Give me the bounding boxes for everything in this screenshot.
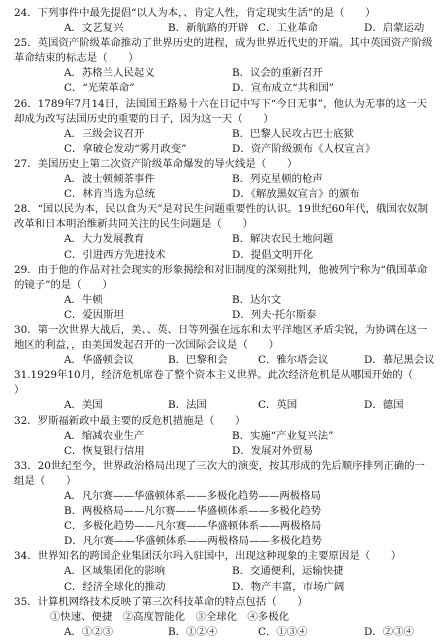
answer-option: D．②③④ [364, 625, 414, 638]
answer-option: B．议会的重新召开 [232, 67, 323, 80]
answer-option: B．①②④ [168, 625, 218, 638]
question-block [14, 157, 435, 202]
option-row [64, 353, 435, 368]
answer-option: B．列克星顿的枪声 [232, 173, 323, 186]
question-block [14, 549, 435, 594]
answer-option: C．引进西方先进技术 [64, 248, 166, 261]
answer-option: D．列夫·托尔斯泰 [232, 308, 317, 321]
question-stem: 31.1929年10月，经济危机席卷了整个资本主义世界。此次经济危机是从哪国开始的（ ） [14, 369, 434, 397]
answer-option: A．三级会议召开 [64, 127, 145, 140]
question-stem: 32．罗斯福新政中最主要的反危机措施是（ ） [14, 414, 246, 427]
option-row [64, 293, 435, 323]
answer-option: A．凡尔赛——华盛顿体系——多极化趋势——两极格局 [64, 490, 321, 502]
option-row [64, 127, 435, 157]
question-block [14, 323, 435, 368]
option-row [64, 398, 435, 413]
answer-option: A．缩减农业生产 [64, 429, 145, 442]
answer-option: A．文艺复兴 [64, 22, 124, 35]
answer-option: B．解决农民土地问题 [232, 233, 334, 246]
question-block [14, 97, 435, 157]
question-stem: 26．1789年7月14日，法国国王路易十六在日记中写下“今日无事”，他认为无事的这一天却成为改写法国历史的重要的日子，因为这一天（ ） [14, 97, 428, 125]
answer-option: A．波士顿倾茶事件 [64, 173, 155, 186]
question-block [14, 368, 435, 413]
answer-option: B．交通便利，运输快捷 [232, 565, 344, 578]
answer-option: D．资产阶级颁布《人权宣言》 [232, 142, 376, 155]
answer-option: D．凡尔赛——华盛顿体系——两极格局——多极化趋势 [64, 535, 322, 548]
answer-option: A．华盛顿会议 [64, 354, 134, 367]
answer-option: B．达尔文 [232, 293, 282, 306]
answer-option: D．德国 [364, 399, 404, 412]
answer-option: D．物产丰富，市场广阔 [232, 580, 345, 593]
question-stem: 35．计算机网络技术反映了第三次科技革命的特点包括（ ） [14, 595, 308, 608]
answer-option: B．新航路的开辟 [168, 22, 249, 35]
answer-option: B．巴黎人民攻占巴士底狱 [232, 127, 354, 140]
question-block [14, 6, 435, 36]
answer-option: C．多极化趋势——凡尔赛——华盛顿体系——两极格局 [64, 520, 322, 533]
answer-option: B．法国 [168, 399, 207, 412]
answer-option: C．爱因斯坦 [64, 308, 124, 321]
answer-option: D．启蒙运动 [364, 22, 425, 35]
answer-option: D．宣布成立“共和国” [232, 82, 335, 95]
question-stem: 28．“国以民为本，民以食为天”是对民生问题重要性的认识。19世纪60年代，俄国农奴制改革和日本明治维新共同关注的民生问题是（ ） [14, 203, 428, 231]
answer-option: A．大力发展教育 [64, 233, 145, 246]
question-block [14, 459, 435, 550]
question-block [14, 202, 435, 262]
option-row [64, 625, 435, 640]
answer-option: A．牛顿 [64, 293, 103, 306]
question-stem: 34．世界知名的跨国企业集团沃尔玛入驻国中，出现这种现象的主要原因是（ ） [14, 550, 402, 563]
option-row [64, 429, 435, 459]
option-row [64, 66, 435, 96]
answer-option: C．①③④ [258, 625, 308, 638]
answer-option: C．工业革命 [258, 22, 318, 35]
question-block [14, 595, 435, 640]
question-stem: 24．下列事件中最先提倡“以人为本，、肯定人性，肯定现实生活”的是（ ） [14, 7, 376, 19]
answer-option: C．恢复银行信用 [64, 444, 145, 457]
answer-option: B．巴黎和会 [168, 354, 228, 367]
answer-option: D．提倡文明开化 [232, 248, 314, 261]
answer-option: A．苏格兰人民起义 [64, 67, 155, 80]
question-block [14, 36, 435, 96]
answer-option: C．拿破仑发动“雾月政变” [64, 142, 187, 155]
question-block [14, 263, 435, 323]
answer-option: C．林肯当选为总统 [64, 188, 156, 201]
answer-option: A．区域集团化的影响 [64, 565, 166, 578]
question-stem: 33．20世纪至今，世界政治格局出现了三次大的演变，按其形成的先后顺序排列正确的一组是（ ） [14, 459, 425, 487]
answer-option: C．“光荣革命” [64, 82, 135, 95]
answer-option: C．英国 [258, 399, 298, 412]
answer-option: D．慕尼黑会议 [364, 354, 435, 367]
question-stem: 25．英国资产阶级革命推动了世界历史的进程，成为世界近代史的开端。其中英国资产阶级革命结束的标志是（ ） [14, 37, 433, 65]
question-statements: ①快速、便捷 ②高度智能化 ③全球化 ④多极化 [50, 610, 289, 623]
option-row [64, 232, 435, 262]
option-row [64, 21, 435, 36]
answer-option: C．经济全球化的推动 [64, 580, 166, 593]
answer-option: A．①②③ [64, 625, 114, 638]
option-row [64, 564, 435, 594]
question-stem: 30．第一次世界大战后，美、、英、日等列强在远东和太平洋地区矛盾尖锐，为协调在这一地区的利益，，由美国发起召开的一次国际会议是（ ） [14, 323, 428, 352]
answer-option: D．《解放黑奴宣言》的颁布 [232, 188, 360, 201]
answer-option: C．雅尔塔会议 [258, 354, 329, 367]
answer-option: B．两极格局——凡尔赛——华盛顿体系——多极化趋势 [64, 505, 322, 518]
question-stem: 27．美国历史上第二次资产阶级革命爆发的导火线是（ ） [14, 157, 298, 170]
answer-option: B．实施“产业复兴法” [232, 429, 334, 442]
option-row [64, 172, 435, 202]
answer-option: D．发展对外贸易 [232, 444, 314, 457]
question-block [14, 414, 435, 459]
question-stem: 29．由于他的作品对社会现实的形象揭绘和对旧制度的深刻批判，他被列宁称为“俄国革命的镜子”的是（ ） [14, 263, 428, 291]
answer-option: A．美国 [64, 399, 103, 412]
